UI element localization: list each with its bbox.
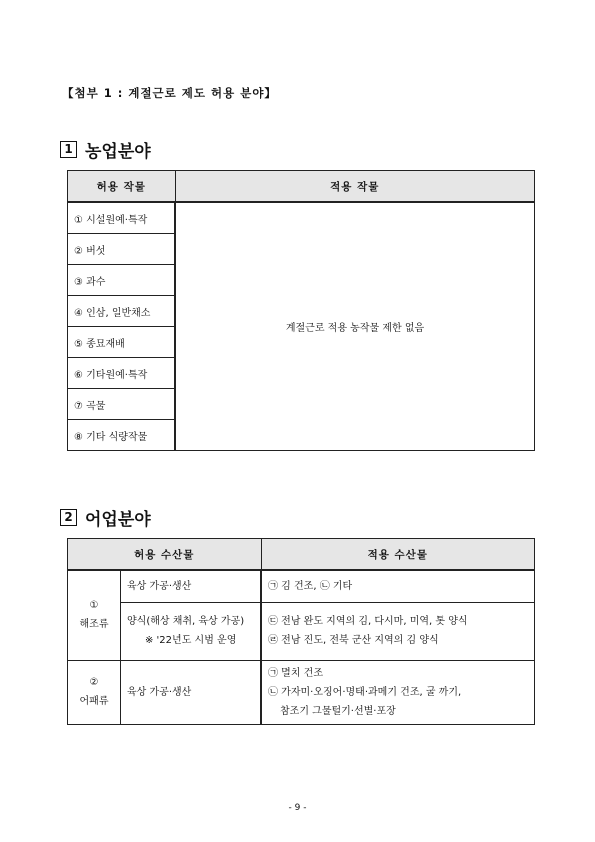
agri-crop-item: ⑧ 기타 식량작물: [68, 420, 176, 451]
agri-section-title: 농업분야: [85, 142, 151, 162]
shellfish-category-number: ②: [89, 677, 99, 688]
fish-section-number: 2: [60, 509, 77, 526]
fish-table: [67, 538, 535, 725]
shellfish-category-label: 어패류: [79, 696, 109, 707]
fish-section-title: 어업분야: [85, 510, 151, 530]
seaweed-apply-item: ㉣ 전남 진도, 전북 군산 지역의 김 양식: [268, 635, 439, 646]
attachment-title: 【첨부 1 : 계절근로 제도 허용 분야】: [62, 86, 277, 100]
seaweed-process-aquaculture: [121, 602, 262, 660]
seaweed-category: [68, 570, 121, 660]
shellfish-apply-item: ㉠ 멸치 건조: [268, 667, 323, 679]
agri-crop-item: ⑤ 종묘재배: [68, 327, 176, 358]
shellfish-category: [68, 660, 121, 724]
agri-col-header-right: 적용 작물: [175, 171, 535, 203]
seaweed-category-label: 해조류: [79, 619, 109, 631]
agri-table: [67, 170, 535, 451]
agri-col-header-left: 허용 작물: [68, 171, 176, 203]
page-number: - 9 -: [288, 803, 307, 813]
agri-crop-item: ⑦ 곡물: [68, 389, 176, 420]
agri-crop-item: ① 시설원예·특작: [68, 202, 176, 234]
agri-section-number: 1: [60, 141, 77, 158]
agri-crop-item: ③ 과수: [68, 265, 176, 296]
shellfish-process: 육상 가공·생산: [121, 660, 262, 724]
fish-col-header-right: 적용 수산물: [261, 539, 535, 571]
seaweed-process-aquaculture-label: 양식(해상 채취, 육상 가공): [127, 616, 245, 627]
seaweed-apply-item: ㉢ 전남 완도 지역의 김, 다시마, 미역, 톳 양식: [268, 616, 468, 627]
agri-crop-item: ④ 인삼, 일반채소: [68, 296, 176, 327]
seaweed-apply-aquaculture: [261, 602, 535, 660]
agri-applies-text: 계절근로 적용 농작물 제한 없음: [175, 202, 535, 451]
fish-col-header-left: 허용 수산물: [68, 539, 262, 571]
shellfish-apply: [261, 660, 535, 724]
seaweed-category-number: ①: [89, 600, 99, 612]
shellfish-apply-item: ㉡ 가자미·오징어·명태·과메기 건조, 굴 까기,: [268, 686, 462, 698]
agri-section-heading: [60, 137, 151, 162]
seaweed-process-land: 육상 가공·생산: [121, 570, 262, 602]
fish-section-heading: [60, 505, 151, 530]
seaweed-process-note: ※ '22년도 시범 운영: [145, 635, 237, 646]
agri-crop-item: ⑥ 기타원예·특작: [68, 358, 176, 389]
shellfish-apply-item: 참조기 그물털기·선별·포장: [280, 705, 396, 717]
agri-crop-item: ② 버섯: [68, 234, 176, 265]
seaweed-apply-land: ㉠ 김 건조, ㉡ 기타: [261, 570, 535, 602]
